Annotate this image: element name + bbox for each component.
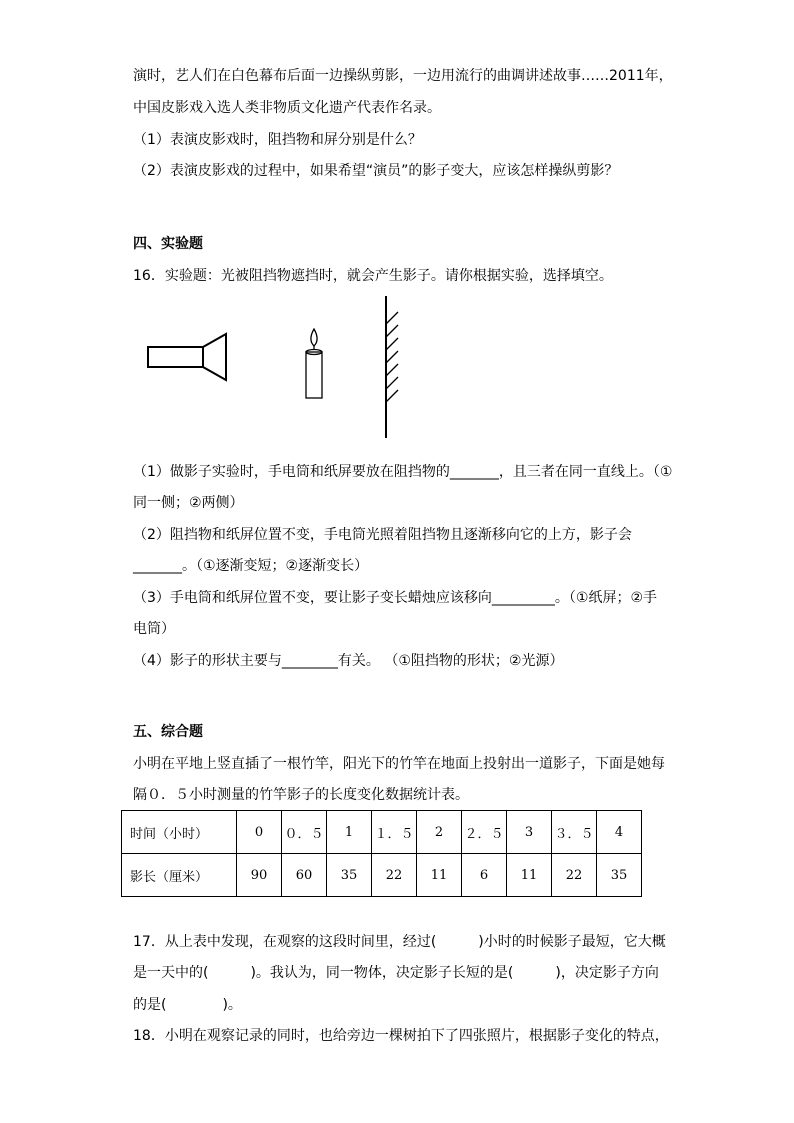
- table-cell: ０．５: [282, 811, 327, 854]
- q16-item-3b: 电筒）: [133, 621, 175, 637]
- table-cell: 60: [282, 854, 327, 897]
- q16-item-2b: _______。（①逐渐变短；②逐渐变长）: [133, 558, 369, 574]
- question-18: 18．小明在观察记录的同时，也给旁边一棵树拍下了四张照片，根据影子变化的特点，: [133, 1028, 669, 1044]
- candle-icon: [306, 329, 322, 398]
- table-cell: １．５: [372, 811, 417, 854]
- row-label-time: 时间（小时）: [122, 811, 237, 854]
- table-cell: 11: [507, 854, 552, 897]
- question-16: 16．实验题：光被阻挡物遮挡时，就会产生影子。请你根据实验，选择填空。: [133, 268, 613, 284]
- table-cell: 0: [237, 811, 282, 854]
- question-17-line-1: 17．从上表中发现，在观察的这段时间里，经过( )小时的时候影子最短，它大概: [133, 934, 666, 950]
- question-2: （2）表演皮影戏的过程中，如果希望“演员”的影子变大，应该怎样操纵剪影？: [133, 163, 619, 179]
- q16-item-1a: （1）做影子实验时，手电筒和纸屏要放在阻挡物的_______，且三者在同一直线上。（①: [133, 464, 673, 480]
- section-4-heading: 四、实验题: [133, 236, 203, 252]
- table-cell: 3: [507, 811, 552, 854]
- shadow-length-table: [121, 810, 642, 897]
- q16-item-3a: （3）手电筒和纸屏位置不变，要让影子变长蜡烛应该移向_________。（①纸屏；②手: [133, 590, 658, 606]
- section-5-heading: 五、综合题: [133, 724, 203, 740]
- table-row: [122, 811, 642, 854]
- flashlight-icon: [148, 334, 226, 380]
- table-cell: 6: [462, 854, 507, 897]
- table-cell: ２．５: [462, 811, 507, 854]
- paper-screen-icon: [386, 296, 398, 438]
- section-5-intro-1: 小明在平地上竖直插了一根竹竿，阳光下的竹竿在地面上投射出一道影子，下面是她每: [133, 756, 665, 772]
- q16-item-4: （4）影子的形状主要与________有关。 （①阻挡物的形状；②光源）: [133, 653, 564, 669]
- section-5-intro-2: 隔０．５小时测量的竹竿影子的长度变化数据统计表。: [133, 787, 469, 803]
- table-row: [122, 854, 642, 897]
- table-cell: 35: [597, 854, 642, 897]
- intro-line-2: 中国皮影戏入选人类非物质文化遗产代表作名录。: [133, 100, 441, 116]
- experiment-figure: [140, 292, 440, 442]
- table-cell: 2: [417, 811, 462, 854]
- question-17-line-3: 的是( )。: [133, 997, 242, 1013]
- table-cell: 11: [417, 854, 462, 897]
- question-1: （1）表演皮影戏时，阻挡物和屏分别是什么？: [133, 132, 422, 148]
- intro-line-1: 演时，艺人们在白色幕布后面一边操纵剪影，一边用流行的曲调讲述故事……2011年，: [133, 68, 673, 84]
- table-cell: ３．５: [552, 811, 597, 854]
- q16-item-2a: （2）阻挡物和纸屏位置不变，手电筒光照着阻挡物且逐渐移向它的上方，影子会: [133, 527, 632, 543]
- table-cell: 22: [372, 854, 417, 897]
- table-cell: 22: [552, 854, 597, 897]
- table-cell: 1: [327, 811, 372, 854]
- table-cell: 90: [237, 854, 282, 897]
- question-17-line-2: 是一天中的( )。我认为，同一物体，决定影子长短的是( )，决定影子方向: [133, 965, 659, 981]
- row-label-length: 影长（厘米）: [122, 854, 237, 897]
- q16-item-1b: 同一侧；②两侧）: [133, 495, 244, 511]
- table-cell: 35: [327, 854, 372, 897]
- table-cell: 4: [597, 811, 642, 854]
